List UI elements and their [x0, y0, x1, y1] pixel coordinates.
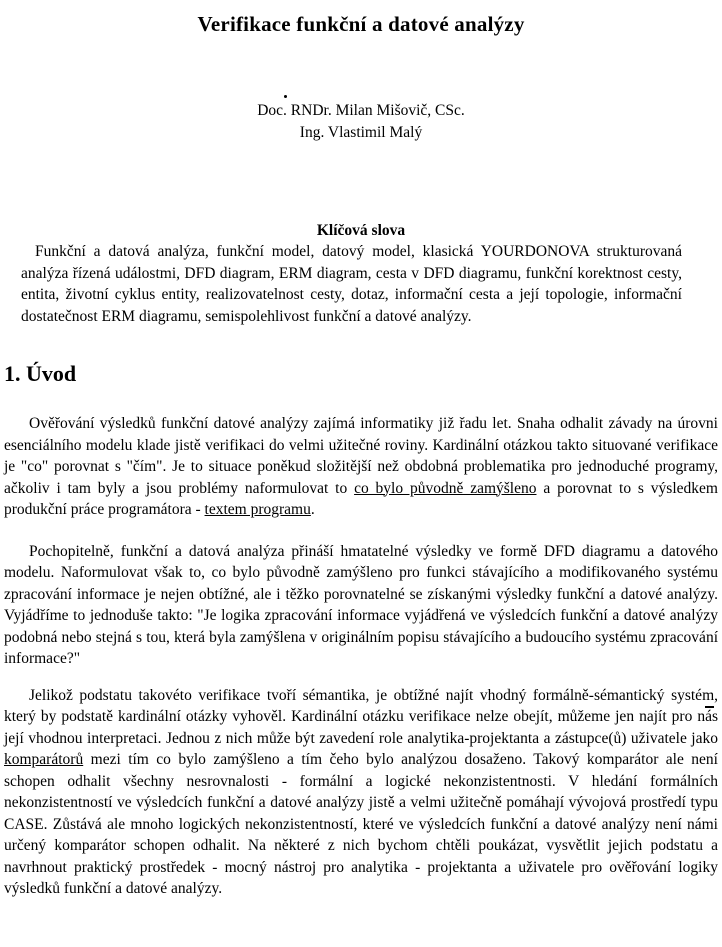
scan-artifact-dash	[705, 706, 714, 708]
text-run: Pochopitelně, funkční a datová analýza přináší hmatatelné výsledky ve formě DFD diagramu a datového modelu. Naformulovat však to, co bylo původně zamýšleno pro funkci stávajícího a modifikovaného systému zpracování informace je nejen obtížné, ale i těžko porovnatelné se získanými výsledky funkční a datové analýzy. Vyjádříme to jednoduše takto: "Je logika zpracování informace vyjádřená ve výsledcích funkční a datové analýzy podobná nebo stejná s tou, která byla zamýšlena v originálním popisu stávajícího a budoucího systému zpracování informace?"	[4, 542, 718, 667]
text-run: mezi tím co bylo zamýšleno a tím čeho bylo analýzou dosaženo. Takový komparátor ale není schopen odhalit všechny nesrovnalosti - formální a logické nekonzistentnosti. V hledání formálních nekonzistentností ve výsledcích funkční a datové analýzy jistě a velmi užitečně pomáhají vývojová prostředí typu CASE. Zůstává ale mnoho logických nekonzistentností, které ve výsledcích funkční a datové analýzy není námi určený komparátor schopen odhalit. Na některé z nich bychom chtěli poukázat, vysvětlit jejich podstatu a navrhnout praktický prostředek - mocný nástroj pro analytika - projektanta a uživatele pro ověřování logiky výsledků funkční a datové analýzy.	[4, 751, 718, 897]
author-line-1: Doc. RNDr. Milan Mišovič, CSc.	[257, 102, 465, 119]
intro-paragraph-1	[4, 413, 718, 521]
author-line-2: Ing. Vlastimil Malý	[299, 124, 423, 141]
underlined-term: textem programu	[204, 501, 311, 518]
keywords-text: Funkční a datová analýza, funkční model, datový model, klasická YOURDONOVA strukturovaná analýza řízená událostmi, DFD diagram, ERM diagram, cesta v DFD diagramu, funkční korektnost cesty, entita, životní cyklus entity, realizovatelnost cesty, dotaz, informační cesta a její topologie, informační dostatečnost ERM diagramu, semispolehlivost funkční a datové analýzy.	[21, 243, 682, 325]
scan-artifact-dot	[284, 95, 287, 98]
underlined-term: komparátorů	[4, 751, 84, 768]
document-title: Verifikace funkční a datové analýzy	[197, 12, 525, 36]
text-run: Ověřování výsledků funkční datové analýzy zajímá informatiky již řadu let. Snaha odhalit závady na úrovni esenciálního modelu klade jistě verifikaci do velmi užitečné roviny. Kardinální otázkou takto situované verifikace je "co" porovnat s "čím". Je to situace poněkud složitější než obdobná problematika pro jednoduché programy, ačkoliv i tam byly a jsou problémy naformulovat to	[4, 415, 718, 497]
text-run: a porovnat to s výsledkem produkční práce programátora -	[4, 479, 718, 518]
authors-block	[0, 100, 722, 144]
underlined-term: co bylo původně zamýšleno	[354, 479, 537, 497]
section-heading-uvod: 1. Úvod	[4, 361, 77, 386]
intro-paragraph-3	[4, 685, 718, 900]
text-run: Jelikož podstatu takovéto verifikace tvoří sémantika, je obtížné najít vhodný formálně-sémantický systém, který by podstatě kardinální otázky vyhověl. Kardinální otázku verifikace nelze obejít, můžeme jen najít pro nás její vhodnou interpretaci. Jednou z nich může být zavedení role analytika-projektanta a zástupce(ů) uživatele jako	[4, 686, 718, 747]
keywords-heading: Klíčová slova	[316, 222, 406, 239]
text-run: .	[310, 501, 315, 518]
intro-paragraph-2	[4, 541, 718, 670]
